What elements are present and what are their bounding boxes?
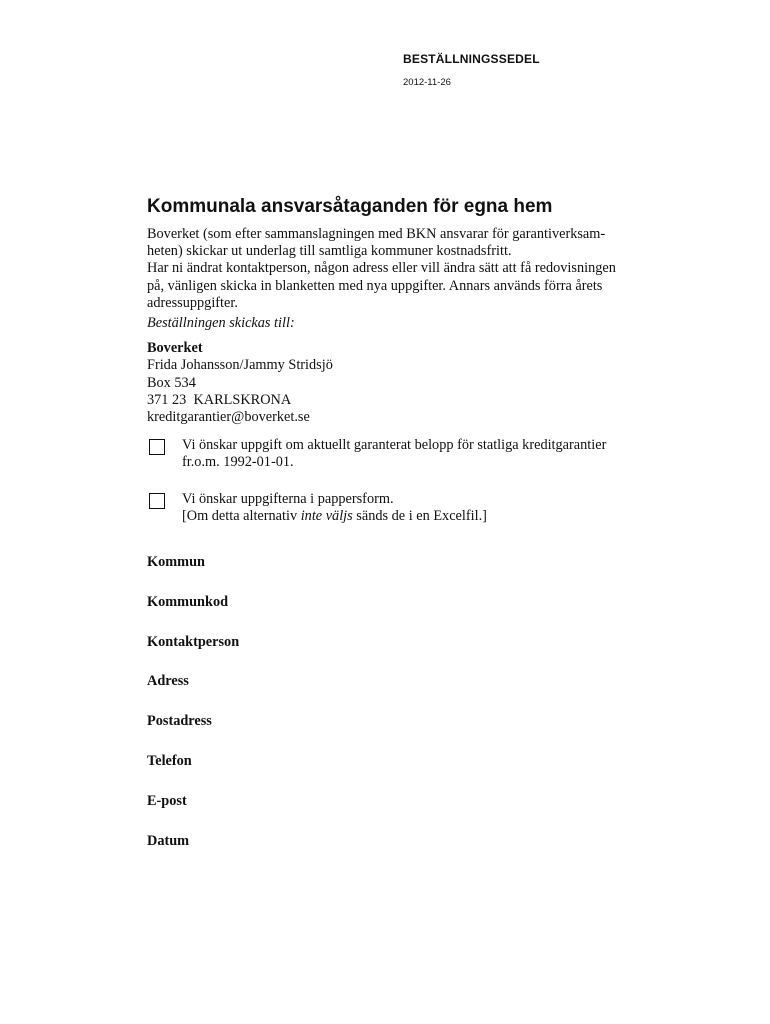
recipient-address: [147, 340, 667, 426]
intro-line: Boverket (som efter sammanslagningen med BKN ansvarar för garantiverksam-: [147, 226, 606, 242]
intro-line: på, vänligen skicka in blanketten med nya uppgifter. Annars används förra årets: [147, 277, 603, 294]
intro-line: Har ni ändrat kontaktperson, någon adress eller vill ändra sätt att få redovisningen: [147, 260, 616, 277]
recipient-name: Boverket: [147, 340, 203, 357]
form-date: 2012-11-26: [403, 77, 451, 88]
send-to-label: Beställningen skickas till:: [147, 315, 295, 332]
page-title: Kommunala ansvarsåtaganden för egna hem: [147, 196, 553, 217]
field-label-kommunkod: Kommunkod: [147, 593, 229, 610]
field-label-telefon: Telefon: [147, 752, 192, 769]
form-body: [147, 194, 667, 525]
guarantee-amount-checkbox[interactable]: [149, 439, 165, 455]
form-heading: BESTÄLLNINGSSEDEL: [403, 52, 540, 66]
paper-form-checkbox[interactable]: [149, 493, 165, 509]
field-label-datum: Datum: [147, 832, 190, 849]
option-paper-form-line2-start: [Om detta alternativ: [182, 507, 301, 524]
field-label-kommun: Kommun: [147, 554, 205, 570]
option-guarantee-amount-line2: fr.o.m. 1992-01-01.: [182, 454, 294, 471]
option-guarantee-amount: [147, 437, 667, 471]
field-label-adress: Adress: [147, 673, 189, 690]
recipient-postal: 371 23 KARLSKRONA: [147, 391, 292, 408]
option-paper-form: [147, 491, 667, 525]
intro-line: heten) skickar ut underlag till samtliga kommuner kostnadsfritt.: [147, 243, 512, 260]
field-label-postadress: Postadress: [147, 713, 212, 730]
option-paper-form-line1: Vi önskar uppgifterna i pappersform.: [182, 490, 394, 507]
field-label-epost: E-post: [147, 792, 187, 809]
recipient-contact: Frida Johansson/Jammy Stridsjö: [147, 357, 333, 374]
recipient-box: Box 534: [147, 374, 196, 391]
option-guarantee-amount-line1: Vi önskar uppgift om aktuellt garanterat belopp för statliga kreditgarantier: [182, 437, 607, 454]
option-paper-form-line2-end: sänds de i en Excelfil.]: [352, 507, 487, 524]
option-paper-form-line2: [182, 508, 667, 525]
recipient-email: kreditgarantier@boverket.se: [147, 409, 310, 426]
field-label-kontaktperson: Kontaktperson: [147, 633, 240, 650]
intro-line: adressuppgifter.: [147, 294, 238, 311]
form-fields: [147, 553, 239, 871]
intro-text: [147, 226, 667, 312]
option-paper-form-line2-italic: inte väljs: [300, 507, 353, 524]
